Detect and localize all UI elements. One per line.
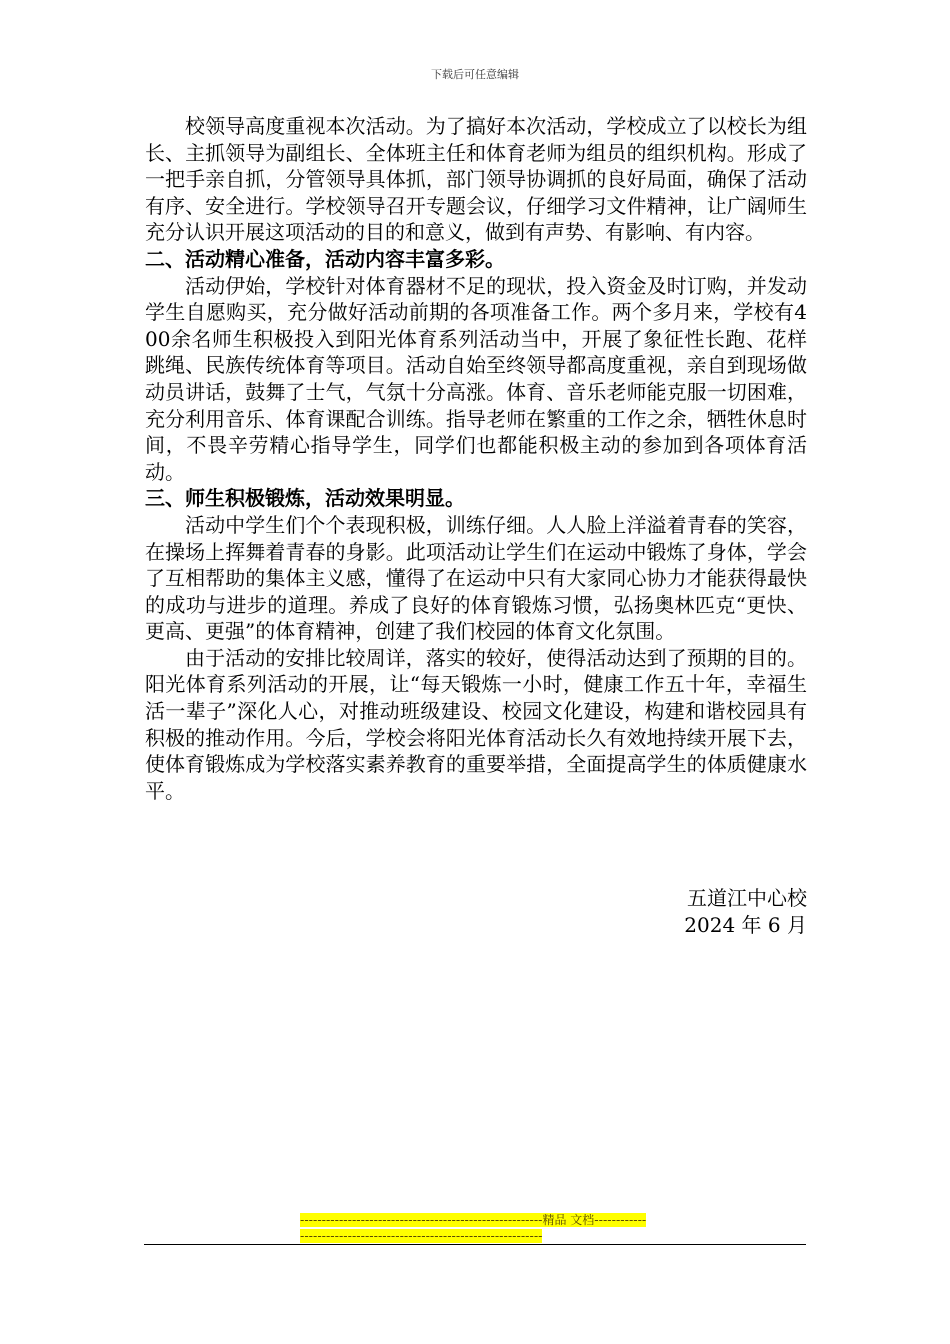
- paragraph-preparation: 活动伊始，学校针对体育器材不足的现状，投入资金及时订购，并发动学生自愿购买，充分做好活动前期的各项准备工作。两个多月来，学校有400余名师生积极投入到阳光体育系列活动当中，开展了象征性长跑、花样跳绳、民族传统体育等项目。活动自始至终领导都高度重视，亲自到现场做动员讲话，鼓舞了士气，气氛十分高涨。体育、音乐老师能克服一切困难，充分利用音乐、体育课配合训练。指导老师在繁重的工作之余，牺牲休息时间，不畏辛劳精心指导学生，同学们也都能积极主动的参加到各项体育活动。: [145, 273, 807, 484]
- signature-school: 五道江中心校: [687, 886, 807, 910]
- signature-block: [684, 885, 807, 939]
- section-heading-2: 二、活动精心准备，活动内容丰富多彩。: [145, 246, 505, 271]
- footer-text: --------------------------------------------------------精品 文档--------------------------------------------------------------------: [300, 1213, 647, 1243]
- footer-divider: [144, 1244, 806, 1245]
- document-body: [145, 113, 807, 804]
- paragraph-effect: 活动中学生们个个表现积极，训练仔细。人人脸上洋溢着青春的笑容，在操场上挥舞着青春的身影。此项活动让学生们在运动中锻炼了身体，学会了互相帮助的集体主义感，懂得了在运动中只有大家同心协力才能获得最快的成功与进步的道理。养成了良好的体育锻炼习惯，弘扬奥林匹克“更快、更高、更强”的体育精神，创建了我们校园的体育文化氛围。: [145, 512, 807, 644]
- header-note: 下载后可任意编辑: [431, 68, 519, 81]
- paragraph-conclusion: 由于活动的安排比较周详，落实的较好，使得活动达到了预期的目的。阳光体育系列活动的开展，让“每天锻炼一小时，健康工作五十年，幸福生活一辈子”深化人心，对推动班级建设、校园文化建设，构建和谐校园具有积极的推动作用。今后，学校会将阳光体育活动长久有效地持续开展下去，使体育锻炼成为学校落实素养教育的重要举措，全面提高学生的体质健康水平。: [145, 645, 807, 803]
- footer-watermark: [300, 1212, 650, 1244]
- section-heading-3: 三、师生积极锻炼，活动效果明显。: [145, 486, 465, 511]
- signature-date: 2024 年 6 月: [684, 913, 807, 937]
- paragraph-leadership: 校领导高度重视本次活动。为了搞好本次活动，学校成立了以校长为组长、主抓领导为副组长、全体班主任和体育老师为组员的组织机构。形成了一把手亲自抓，分管领导具体抓，部门领导协调抓的良好局面，确保了活动有序、安全进行。学校领导召开专题会议，仔细学习文件精神，让广阔师生充分认识开展这项活动的目的和意义，做到有声势、有影响、有内容。: [145, 114, 807, 245]
